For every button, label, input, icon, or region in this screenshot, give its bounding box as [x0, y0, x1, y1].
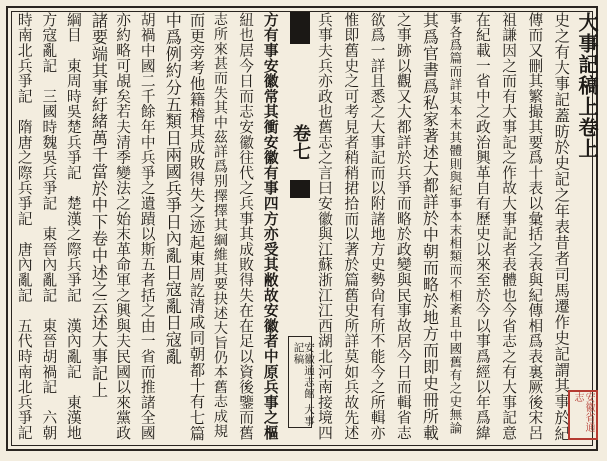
text-column: 兵事夫兵亦政也舊志之言曰安徽與江蘇浙江江西湖北河南接境四 [316, 12, 333, 441]
text-column: 紐也居今日而志安徽往代之兵事其成敗得失在在足以資後鑒而舊 [237, 12, 255, 441]
text-column: 祖謙因之而有大事記之作故大事記者表體也今省志之有大事記意 [500, 12, 518, 441]
text-column: 欲爲一詳且悉之大事記而以附諸地方史勢尙有所不能今之所輯亦 [368, 12, 386, 441]
spine-black-mark-lower [290, 180, 310, 198]
text-column: 其爲官書爲私家著述大都詳於中朝而略於地方而即史冊所載 [420, 12, 440, 441]
spine-footer-text: 安徽通志館 大事記稿 [292, 342, 315, 427]
text-column: 綱目 東周時吳楚兵爭記 楚漢之際兵爭記 漢內亂記 東漢地 [64, 12, 82, 441]
text-column: 志所來甚而失其中茲詳爲別擇擇其綱維其要抉述大旨仍本舊志成規 [211, 12, 228, 439]
spine-black-mark [290, 12, 310, 44]
text-column: 惟即舊史之可考見者稍稍捃拾而以著於篇舊史所詳莫如兵故先述 [342, 12, 360, 441]
spine-footer-box [288, 336, 315, 428]
volume-label: 卷七 [290, 124, 311, 160]
text-column: 之事跡以觀又大都詳於兵爭而略於政變與民事故居今日而輯省志 [394, 12, 412, 441]
text-column: 方寇亂記 三國時魏吳兵爭記 東晉內亂記 東晉胡禍記 六朝 [40, 12, 58, 441]
text-column: 而更旁考他籍稽其成敗得失之迹起東周訖清咸同朝都十有七篇 [187, 12, 206, 442]
text-column: 傳而又刪其繁撮其要爲十表以彙括之表與紀傳相爲表裏厥後宋呂 [526, 12, 544, 441]
text-column: 亦約略可覘矣若夫清季變法之始末革命軍之興與夫民國以來黨政 [114, 12, 132, 441]
red-seal-stamp: 安徽省通志 [568, 390, 598, 440]
text-column: 胡禍中國二千餘年中兵爭之遺蹟以斯五者括之由一省而推諸全國 [138, 12, 156, 441]
text-column: 事各爲篇而詳其本末其體則與紀事本末相類而不相紊且中國舊有之史無論 [447, 12, 463, 435]
text-column: 中爲例約分五類日兩國兵爭日內亂日寇亂日寇亂 [162, 12, 182, 365]
book-title: 大事記稿上卷上 [575, 12, 599, 159]
text-column: 方有事安徽常其衝安徽有事四方亦受其敝故安徽者中原兵事之樞 [261, 12, 279, 441]
text-column: 史之有大事記蓋昉於史記之年表昔者司馬遷作史記謂其事於紀 [552, 12, 571, 442]
text-column: 諸要端其事紆緒萬千當於中下卷中述之云述大事記上 [89, 12, 108, 399]
text-column: 在紀載一省中之政治興革自有歷史以來至於今以事爲經以年爲緯 [473, 12, 491, 441]
text-column: 時南北兵爭記 隋唐之際兵爭記 唐內亂記 五代時南北兵爭記 [15, 12, 33, 441]
